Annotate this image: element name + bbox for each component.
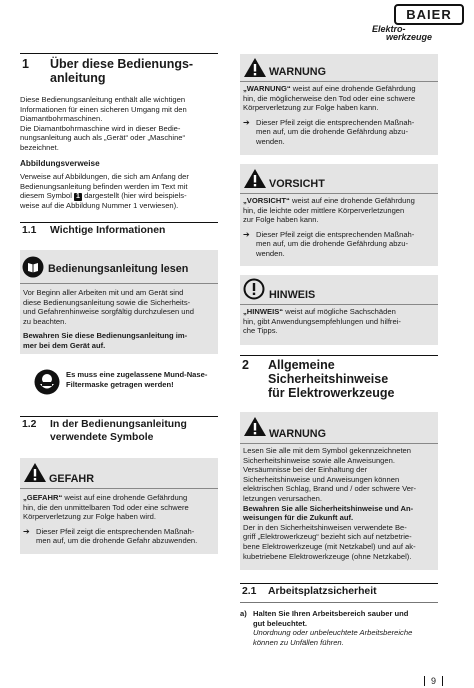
vorsicht-box	[240, 164, 438, 266]
read-manual-title: Bedienungsanleitung lesen	[48, 263, 189, 275]
section-1-2-title-line1: In der Bedienungsanleitung	[50, 419, 187, 430]
arrow-icon: ➔	[243, 117, 250, 127]
page-number: 9	[424, 676, 443, 686]
section-1-2-title-line2: verwendete Symbole	[50, 432, 154, 443]
warnung-title: WARNUNG	[269, 66, 326, 78]
warning-triangle-icon	[243, 168, 267, 189]
section-1-1-rule	[20, 222, 218, 223]
section-2-title-line3: für Elektrowerkzeuge	[268, 386, 395, 400]
section-2-rule	[240, 355, 438, 356]
hinweis-title: HINWEIS	[269, 289, 316, 301]
brand-name: BAIER	[394, 4, 464, 25]
section-2-title-line2: Sicherheitshinweise	[268, 372, 389, 386]
section-2-1-number: 2.1	[242, 586, 257, 597]
section-1-number: 1	[22, 57, 29, 71]
abbildungsverweise-heading: Abbildungsverweise	[20, 159, 100, 168]
section-1-2-number: 1.2	[22, 419, 37, 430]
hinweis-box	[240, 275, 438, 345]
warnung-safety-box	[240, 412, 438, 570]
vorsicht-title: VORSICHT	[269, 178, 325, 190]
hinweis-divider	[240, 304, 438, 305]
section-1-title-line2: anleitung	[50, 71, 106, 85]
abbildungsverweise-text: Verweise auf Abbildungen, die sich am Anfang der Bedienungsanleitung befinden werden im Text mit diesem Symbol 1 dargestellt (hier wird beispiels- weise auf die Abbildung Nummer 1 verwiesen).	[20, 172, 189, 211]
item-a-label: a)	[240, 609, 247, 618]
read-manual-box	[20, 250, 218, 354]
section-1-rule	[20, 53, 218, 54]
intro-paragraph: Diese Bedienungsanleitung enthält alle wichtigen Informationen für einen sicheren Umgang mit den Diamantbohrmaschinen. Die Diamantbohrmaschine wird in dieser Bedie- nungsanleitung auch als „Gerät“ oder „Maschine“ bezeichnet.	[20, 95, 187, 152]
gefahr-text: „GEFAHR“ weist auf eine drohende Gefährdung hin, die den unmittelbaren Tod oder eine schwere Körperverletzung zur Folge haben wird. ➔ Dieser Pfeil zeigt die entsprechenden Maßnah- men auf, um die drohende Gefahr abzuwenden.	[23, 493, 217, 546]
exclamation-circle-icon	[243, 278, 265, 300]
read-manual-text: Vor Beginn aller Arbeiten mit und am Gerät sind diese Bedienungsanleitung sowie die Sicherheits- und Gefahrenhinweise sorgfältig durchzulesen und zu beachten. Bewahren Sie diese Bedienungsanleitung im- mer bei dem Gerät auf.	[23, 288, 194, 350]
warning-triangle-icon	[243, 416, 267, 437]
section-1-2-rule	[20, 416, 218, 417]
section-2-1-title: Arbeitsplatzsicherheit	[268, 586, 377, 597]
gefahr-divider	[20, 488, 218, 489]
mask-notice: Es muss eine zugelassene Mund-Nase- Filtermaske getragen werden!	[66, 370, 208, 389]
warnung-safety-text: Lesen Sie alle mit dem Symbol gekennzeichneten Sicherheitshinweise sowie alle Anweisungen. Versäumnisse bei der Einhaltung der Sicherheitshinweise und Anweisungen können elektrischen Schlag, Brand und / oder schwere Ver- letzungen verursachen. Bewahren Sie alle Sicherheitshinweise und An- weisungen für die Zukunft auf. Der in den Sicherheitshinweisen verwendete Be- griff „Elektrowerkzeug“ bezieht sich auf netzbetrie- bene Elektrowerkzeuge (mit Netzkabel) und auf ak- kubetriebene Elektrowerkzeuge (ohne Netzkabel).	[243, 446, 417, 561]
warning-triangle-icon	[23, 462, 47, 483]
hinweis-text: „HINWEIS“ weist auf mögliche Sachschäden hin, gibt Anwendungsempfehlungen und hilfrei- che Tipps.	[243, 307, 401, 336]
vorsicht-text: „VORSICHT“ weist auf eine drohende Gefährdung hin, die leichte oder mittlere Körperverletzungen zur Folge haben kann. ➔ Dieser Pfeil zeigt die entsprechenden Maßnah- men auf, um die drohende Gefährdung abzu- wenden.	[243, 196, 437, 259]
vorsicht-arrow-row: ➔ Dieser Pfeil zeigt die entsprechenden Maßnah- men auf, um die drohende Gefährdung abzu- wenden.	[243, 229, 415, 258]
read-manual-divider	[20, 283, 218, 284]
arrow-icon: ➔	[243, 229, 250, 239]
gefahr-title: GEFAHR	[49, 473, 94, 485]
section-2-1-underline	[240, 602, 438, 603]
section-1-1-title: Wichtige Informationen	[50, 225, 166, 236]
warnung-safety-title: WARNUNG	[269, 428, 326, 440]
section-2-title-line1: Allgemeine	[268, 358, 335, 372]
brand-logo	[370, 4, 466, 42]
gefahr-arrow-row: ➔ Dieser Pfeil zeigt die entsprechenden Maßnah- men auf, um die drohende Gefahr abzuwenden.	[23, 526, 198, 546]
brand-sub2: werkzeuge	[386, 32, 433, 42]
read-manual-icon	[22, 256, 44, 278]
warning-triangle-icon	[243, 57, 267, 78]
warnung-text: „WARNUNG“ weist auf eine drohende Gefährdung hin, die möglicherweise den Tod oder eine schwere Körperverletzung zur Folge haben kann. ➔ Dieser Pfeil zeigt die entsprechenden Maßnah- men auf, um die drohende Gefährdung abzu- wenden.	[243, 84, 437, 147]
gefahr-box	[20, 458, 218, 554]
warnung-safety-divider	[240, 443, 438, 444]
warnung-arrow-row: ➔ Dieser Pfeil zeigt die entsprechenden Maßnah- men auf, um die drohende Gefährdung abzu- wenden.	[243, 117, 415, 146]
warnung-divider	[240, 81, 438, 82]
vorsicht-divider	[240, 193, 438, 194]
figure-reference-badge: 1	[76, 193, 80, 201]
section-1-1-number: 1.1	[22, 225, 37, 236]
mask-icon	[34, 369, 60, 395]
section-2-number: 2	[242, 358, 249, 372]
section-1-title-line1: Über diese Bedienungs-	[50, 57, 194, 71]
brand-sub1: Elektro-	[372, 24, 406, 34]
warnung-box	[240, 54, 438, 155]
section-2-1-rule	[240, 583, 438, 584]
item-a-text: Halten Sie Ihren Arbeitsbereich sauber und gut beleuchtet. Unordnung oder unbeleuchtete Arbeitsbereiche können zu Unfällen führen.	[253, 609, 413, 647]
arrow-icon: ➔	[23, 526, 30, 536]
